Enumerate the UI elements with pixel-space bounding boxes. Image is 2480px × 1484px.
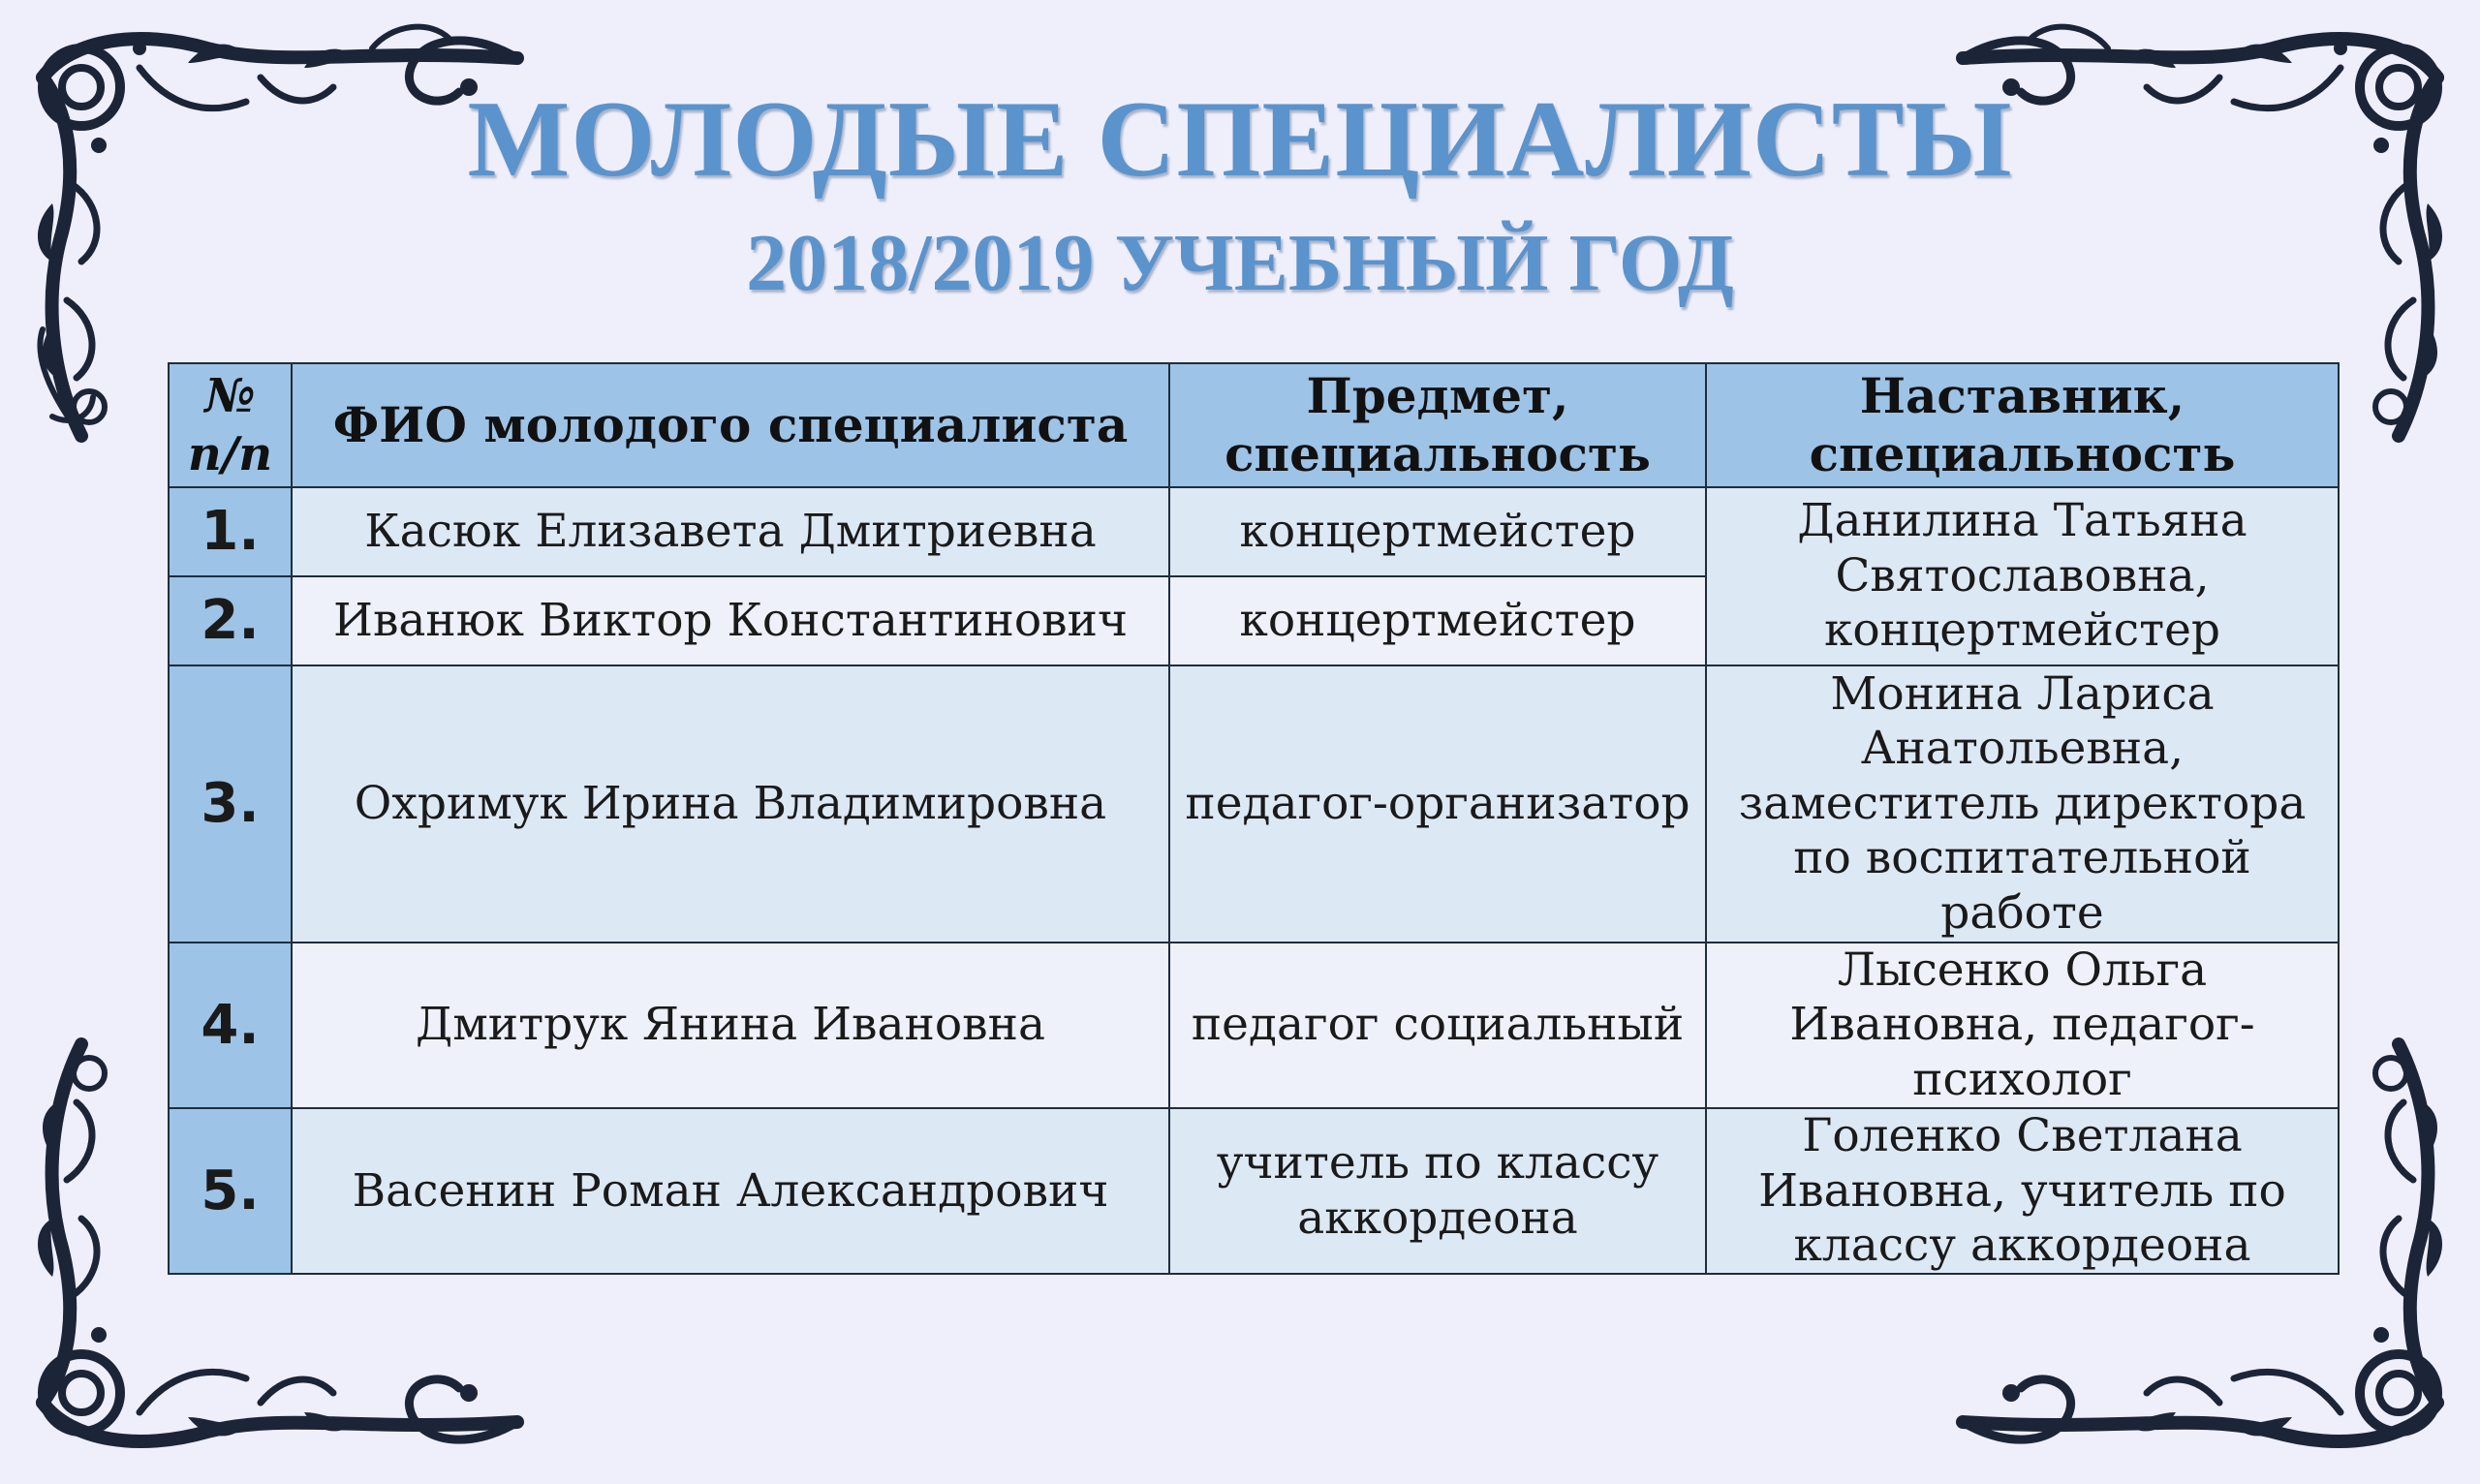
mentor-cell: Данилина Татьяна Святославовна, концертмейстер	[1706, 487, 2339, 665]
specialist-subject: педагог социальный	[1169, 943, 1706, 1108]
row-number: 3.	[169, 665, 292, 943]
specialist-name: Иванюк Виктор Константинович	[292, 576, 1169, 665]
row-number: 4.	[169, 943, 292, 1108]
specialist-name: Охримук Ирина Владимировна	[292, 665, 1169, 943]
specialists-table	[168, 362, 2340, 1275]
row-number: 2.	[169, 576, 292, 665]
specialist-subject: концертмейстер	[1169, 487, 1706, 576]
specialist-name: Дмитрук Янина Ивановна	[292, 943, 1169, 1108]
header-number-symbol: №	[204, 369, 256, 423]
table-row	[169, 487, 2339, 576]
row-number: 1.	[169, 487, 292, 576]
table-row	[169, 1108, 2339, 1274]
header-mentor: Наставник, специальность	[1706, 363, 2339, 487]
table-row	[169, 665, 2339, 943]
specialist-subject: педагог-организатор	[1169, 665, 1706, 943]
header-number	[169, 363, 292, 487]
header-number-abbr: п/п	[187, 427, 273, 481]
specialist-subject: учитель по классу аккордеона	[1169, 1108, 1706, 1274]
specialist-name: Касюк Елизавета Дмитриевна	[292, 487, 1169, 576]
specialist-name: Васенин Роман Александрович	[292, 1108, 1169, 1274]
mentor-cell: Лысенко Ольга Ивановна, педагог-психолог	[1706, 943, 2339, 1108]
header-name: ФИО молодого специалиста	[292, 363, 1169, 487]
table-header-row	[169, 363, 2339, 487]
table-row	[169, 943, 2339, 1108]
mentor-cell: Голенко Светлана Ивановна, учитель по классу аккордеона	[1706, 1108, 2339, 1274]
specialist-subject: концертмейстер	[1169, 576, 1706, 665]
row-number: 5.	[169, 1108, 292, 1274]
mentor-cell: Монина Лариса Анатольевна, заместитель директора по воспитательной работе	[1706, 665, 2339, 943]
page-subtitle: 2018/2019 УЧЕБНЫЙ ГОД	[746, 218, 1734, 308]
page-title: МОЛОДЫЕ СПЕЦИАЛИСТЫ	[467, 79, 2013, 200]
header-subject: Предмет, специальность	[1169, 363, 1706, 487]
